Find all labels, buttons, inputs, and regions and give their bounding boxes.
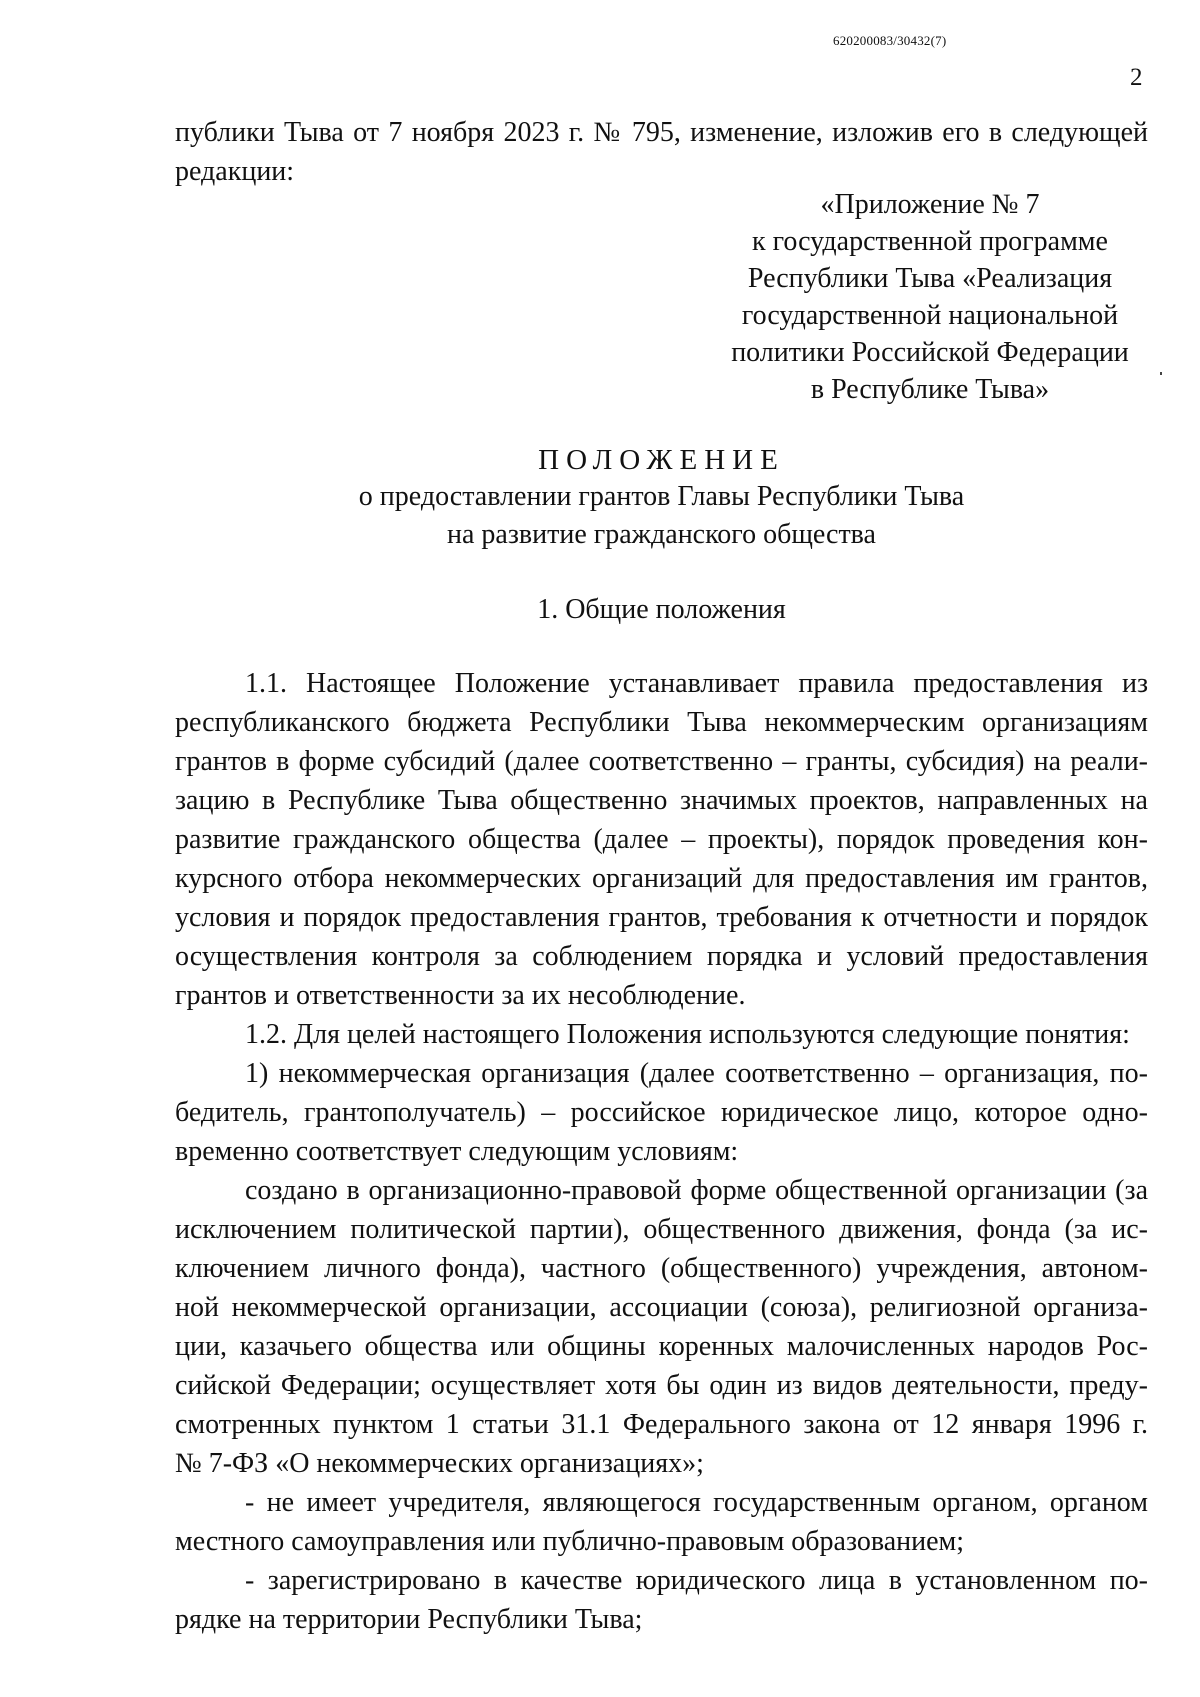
document-title: ПОЛОЖЕНИЕ: [538, 444, 785, 476]
appendix-reference: [720, 186, 1140, 408]
body-line: курсного отбора некоммерческих организаций для предоставления им грантов,: [175, 863, 1148, 894]
appendix-line: государственной национальной: [741, 300, 1119, 331]
body-line: 1) некоммерческая организация (далее соответственно – организация, по-: [245, 1058, 1148, 1089]
page-number: 2: [1130, 64, 1143, 91]
body-line: рядке на территории Республики Тыва;: [175, 1604, 643, 1635]
intro-line: публики Тыва от 7 ноября 2023 г. № 795, изменение, изложив его в следующей: [175, 117, 1148, 148]
intro-line: редакции:: [175, 156, 295, 187]
body-line: 1.1. Настоящее Положение устанавливает правила предоставления из: [245, 668, 1148, 699]
body-line: - зарегистрировано в качестве юридического лица в установленном по-: [245, 1565, 1148, 1596]
body-line: - не имеет учредителя, являющегося государственным органом, органом: [245, 1487, 1148, 1518]
subtitle-line: о предоставлении грантов Главы Республики Тыва: [358, 481, 965, 512]
body-line: грантов и ответственности за их несоблюдение.: [175, 980, 746, 1011]
body-text: [175, 664, 1148, 1639]
subtitle-line: на развитие гражданского общества: [447, 519, 876, 550]
body-line: местного самоуправления или публично-правовым образованием;: [175, 1526, 965, 1557]
margin-mark: [1160, 372, 1162, 375]
appendix-line: к государственной программе: [752, 226, 1108, 257]
body-line: зацию в Республике Тыва общественно значимых проектов, направленных на: [175, 785, 1148, 816]
body-line: развитие гражданского общества (далее – проекты), порядок проведения кон-: [175, 824, 1148, 855]
intro-paragraph: [175, 113, 1148, 191]
body-line: республиканского бюджета Республики Тыва некоммерческим организациям: [175, 707, 1148, 738]
body-line: временно соответствует следующим условиям:: [175, 1136, 739, 1167]
appendix-line: Республики Тыва «Реализация: [747, 263, 1113, 294]
body-line: исключением политической партии), общественного движения, фонда (за ис-: [175, 1214, 1148, 1245]
body-line: 1.2. Для целей настоящего Положения используются следующие понятия:: [245, 1019, 1130, 1050]
body-line: грантов в форме субсидий (далее соответственно – гранты, субсидия) на реали-: [175, 746, 1148, 777]
appendix-line: в Республике Тыва»: [810, 374, 1050, 405]
section-heading: 1. Общие положения: [537, 594, 786, 625]
body-line: ции, казачьего общества или общины коренных малочисленных народов Рос-: [175, 1331, 1148, 1362]
body-line: осуществления контроля за соблюдением порядка и условий предоставления: [175, 941, 1148, 972]
body-line: смотренных пунктом 1 статьи 31.1 Федерального закона от 12 января 1996 г.: [175, 1409, 1148, 1440]
body-line: условия и порядок предоставления грантов, требования к отчетности и порядок: [175, 902, 1148, 933]
body-line: бедитель, грантополучатель) – российское юридическое лицо, которое одно-: [175, 1097, 1148, 1128]
document-id: 620200083/30432(7): [833, 33, 947, 48]
appendix-line: политики Российской Федерации: [731, 337, 1129, 368]
body-line: ключением личного фонда), частного (общественного) учреждения, автоном-: [175, 1253, 1148, 1284]
body-line: ной некоммерческой организации, ассоциации (союза), религиозной организа-: [175, 1292, 1148, 1323]
body-line: № 7-ФЗ «О некоммерческих организациях»;: [175, 1448, 704, 1479]
body-line: создано в организационно-правовой форме общественной организации (за: [245, 1175, 1148, 1206]
body-line: сийской Федерации; осуществляет хотя бы один из видов деятельности, преду-: [175, 1370, 1148, 1401]
appendix-line: «Приложение № 7: [820, 189, 1040, 220]
document-subtitle: [175, 478, 1148, 554]
